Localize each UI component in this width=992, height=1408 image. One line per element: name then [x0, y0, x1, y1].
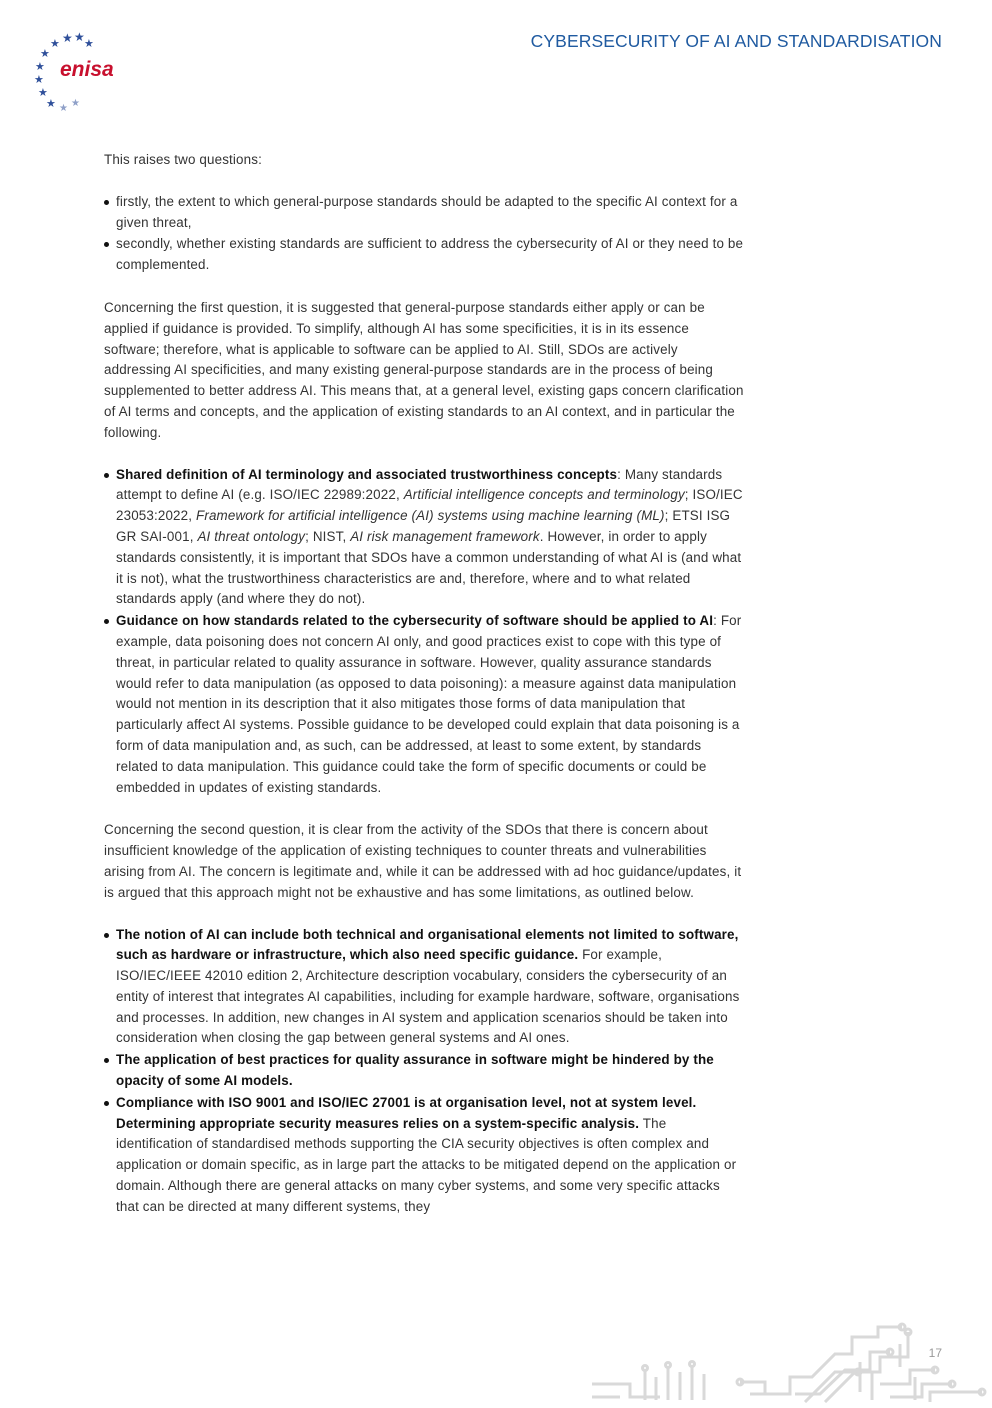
- list-item: firstly, the extent to which general-purpose standards should be adapted to the specific AI context for a given threat,: [104, 192, 744, 234]
- limitation-heading: Compliance with ISO 9001 and ISO/IEC 27001 is at organisation level, not at system level. Determining appropriate security measures relies on a system-specific analysis.: [116, 1094, 697, 1131]
- svg-text:★: ★: [35, 60, 45, 73]
- list-item: The notion of AI can include both technical and organisational elements not limited to software, such as hardware or infrastructure, which also need specific guidance. For example, ISO/IEC/IEEE 42010 edition 2, Architecture description vocabulary, considers the cybersecurity of an entity of interest that integrates AI capabilities, including for example hardware, software, organisations and processes. In addition, new changes in AI system and application scenarios should be taken into consideration when closing the gap between general systems and AI ones.: [104, 925, 744, 1050]
- standard-title: Framework for artificial intelligence (AI) systems using machine learning (ML): [196, 508, 665, 524]
- svg-text:★: ★: [40, 47, 50, 60]
- list-item: Guidance on how standards related to the cybersecurity of software should be applied to AI: For example, data poisoning does not concern AI only, and good practices exist to cope with this type of threat, in particular related to quality assurance in software. However, quality assurance standards would refer to data manipulation (as opposed to data poisoning): a measure against data manipulation would not mention in its description that it also mitigates those forms of data manipulation that particularly affect AI systems. Possible guidance to be developed could explain that data poisoning is a form of data manipulation and, as such, can be addressed, at least to some extent, by standards related to data manipulation. This guidance could take the form of specific documents or could be embedded in updates of existing standards.: [104, 611, 744, 798]
- svg-text:★: ★: [59, 103, 68, 113]
- svg-text:★: ★: [46, 97, 56, 110]
- second-question-paragraph: Concerning the second question, it is clear from the activity of the SDOs that there is concern about insufficient knowledge of the application of existing techniques to counter threats and vulnerabilities arising from AI. The concern is legitimate and, while it can be addressed with ad hoc guidance/updates, it is argued that this approach might not be exhaustive and has some limitations, as outlined below.: [104, 822, 742, 900]
- svg-text:★: ★: [62, 31, 73, 45]
- list-item: [104, 1050, 744, 1092]
- standard-title: AI threat ontology: [197, 528, 306, 544]
- gap-heading: Guidance on how standards related to the cybersecurity of software should be applied to AI: [116, 613, 714, 629]
- limitation-heading: The application of best practices for quality assurance in software might be hindered by the opacity of some AI models.: [116, 1052, 714, 1089]
- standard-title: Artificial intelligence concepts and terminology: [403, 487, 685, 503]
- standard-title: AI risk management framework: [350, 528, 540, 544]
- list-item: Shared definition of AI terminology and associated trustworthiness concepts: Many standards attempt to define AI (e.g. ISO/IEC 22989:2022, Artificial intelligence concepts and terminology; ISO/IEC 23053:2022, Framework for artificial intelligence (AI) systems using machine learning (ML); ETSI ISG GR SAI-001, AI threat ontology; NIST, AI risk management framework. However, in order to apply standards consistently, it is important that SDOs have a common understanding of what AI is (and what it is not), what the trustworthiness characteristics are and, therefore, where and to what related standards apply (and where they do not).: [104, 465, 744, 611]
- enisa-logo: [30, 28, 125, 113]
- list-item: secondly, whether existing standards are sufficient to address the cybersecurity of AI or they need to be complemented.: [104, 234, 744, 276]
- intro-paragraph: This raises two questions:: [104, 152, 262, 167]
- svg-text:★: ★: [34, 73, 44, 86]
- eu-stars-circle-icon: [30, 28, 125, 113]
- circuit-decoration-icon: [590, 1322, 992, 1403]
- document-title: CYBERSECURITY OF AI AND STANDARDISATION: [530, 31, 942, 51]
- gaps-list: [104, 465, 744, 799]
- questions-list: [104, 192, 744, 276]
- svg-text:★: ★: [38, 86, 48, 99]
- limitation-heading: The notion of AI can include both technical and organisational elements not limited to software, such as hardware or infrastructure, which also need specific guidance.: [116, 926, 739, 963]
- svg-text:★: ★: [74, 30, 85, 44]
- first-question-paragraph: Concerning the first question, it is suggested that general-purpose standards either apply or can be applied if guidance is provided. To simplify, although AI has some specificities, it is in its essence software; therefore, what is applicable to software can be applied to AI. Still, SDOs are actively addressing AI specificities, and many existing general-purpose standards are in the process of being supplemented to better address AI. This means that, at a general level, existing gaps concern clarification of AI terms and concepts, and the application of existing standards to an AI context, and in particular the following.: [104, 299, 744, 440]
- svg-text:★: ★: [50, 37, 60, 50]
- svg-text:★: ★: [84, 37, 94, 50]
- logo-text: enisa: [60, 58, 114, 81]
- svg-text:★: ★: [71, 98, 80, 109]
- list-item: Compliance with ISO 9001 and ISO/IEC 27001 is at organisation level, not at system level. Determining appropriate security measures relies on a system-specific analysis. The identification of standardised methods supporting the CIA security objectives is often complex and application or domain specific, as in large part the attacks to be mitigated depend on the application or domain. Although there are general attacks on many cyber systems, and some very specific attacks that can be directed at many different systems, they: [104, 1093, 744, 1218]
- page-body: [104, 150, 744, 1219]
- gap-heading: Shared definition of AI terminology and associated trustworthiness concepts: [116, 466, 618, 482]
- limitations-list: [104, 925, 744, 1218]
- page-number: 17: [928, 1346, 942, 1360]
